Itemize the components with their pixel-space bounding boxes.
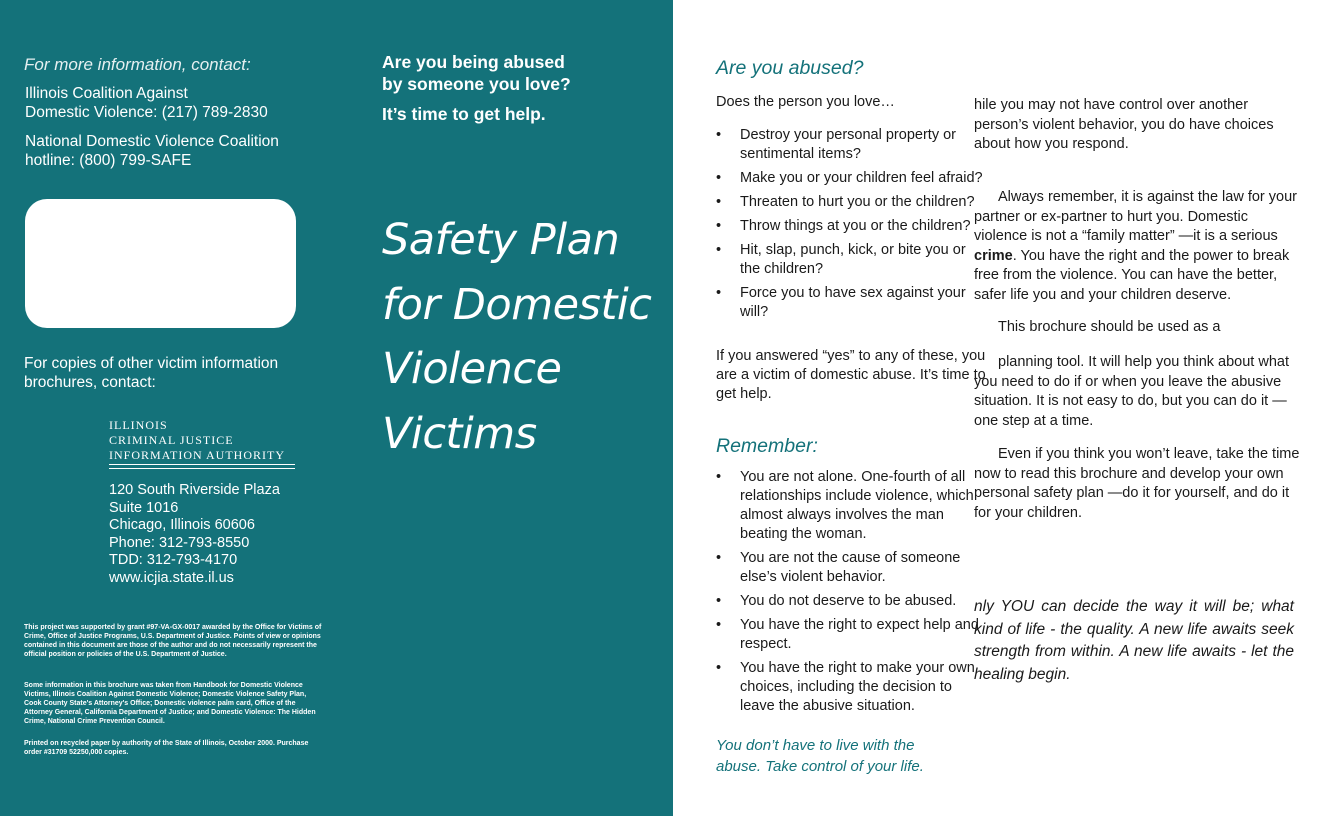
org-line: INFORMATION AUTHORITY — [109, 448, 285, 462]
cover-title-line: for Domestic — [382, 279, 652, 330]
website-line: www.icjia.state.il.us — [109, 569, 234, 586]
heading-remember: Remember: — [716, 435, 818, 457]
organization-name — [109, 418, 285, 463]
cover-subline: It’s time to get help. — [382, 104, 546, 124]
paragraph-text: . You have the right and the power to break free from the violence. You can have the better, safer life you and your children deserve. — [974, 247, 1290, 303]
remember-list — [716, 468, 986, 721]
grant-disclaimer: This project was supported by grant #97-VA-GX-0017 awarded by the Office for Victims of Crime, Office of Justice Programs, U.S. Department of Justice. Points of view or opinions contained in this document are those of the author and do not necessarily represent the official position or policies of the U.S. Department of Justice. — [24, 624, 322, 658]
org-line: CRIMINAL JUSTICE — [109, 433, 234, 447]
cover-question-line: Are you being abused — [382, 52, 565, 72]
contact-line: Illinois Coalition Against — [25, 85, 188, 102]
list-item: • You have the right to make your own choices, including the decision to leave the abusive situation. — [716, 659, 986, 716]
paragraph-text: Always remember, it is against the law for your partner or ex-partner to hurt you. Domestic violence is not a “family matter” —it is a serious — [974, 189, 1297, 244]
cover-question — [382, 51, 571, 95]
closing-line: You don’t have to live with the — [716, 737, 915, 754]
contact-line: National Domestic Violence Coalition — [25, 133, 279, 150]
address-line: Phone: 312-793-8550 — [109, 534, 250, 551]
list-item: • Threaten to hurt you or the children? — [716, 193, 986, 212]
cover-title-line: Safety Plan — [382, 215, 620, 265]
list-item: • Throw things at you or the children? — [716, 217, 986, 236]
copies-text — [24, 354, 278, 392]
paragraph-law — [974, 188, 1304, 305]
paragraph-choices: hile you may not have control over another person’s violent behavior, you do have choices about how you respond. — [974, 97, 1274, 152]
cover-title — [382, 208, 651, 466]
list-item: • You are not the cause of someone else’s violent behavior. — [716, 549, 986, 587]
cover-title-line: Violence — [382, 344, 562, 394]
cover-title-line: Victims — [382, 408, 537, 459]
sources-note: Some information in this brochure was taken from Handbook for Domestic Violence Victims, Illinois Coalition Against Domestic Violence; Domestic Violence Safety Plan, Cook County State's Attorney's Office; Domestic violence palm card, Office of the Attorney General, California Department of Justice; and Domestic Violence: The Hidden Crime, National Crime Prevention Council. — [24, 682, 316, 725]
address-line: 120 South Riverside Plaza — [109, 482, 280, 498]
abuse-questions-list — [716, 126, 986, 327]
printing-note: Printed on recycled paper by authority of the State of Illinois, October 2000. Purchase order #31709 52250,000 copies. — [24, 740, 309, 756]
answer-text: If you answered “yes” to any of these, you are a victim of domestic abuse. It’s time to get help. — [716, 348, 986, 402]
inspirational-quote: nly YOU can decide the way it will be; what kind of life - the quality. A new life awaits seek strength from within. A new life awaits - let the healing begin. — [974, 598, 1294, 683]
divider — [109, 468, 295, 469]
address-block — [109, 482, 280, 587]
address-line: Chicago, Illinois 60606 — [109, 517, 255, 533]
copies-line: brochures, contact: — [24, 374, 156, 391]
org-line: ILLINOIS — [109, 418, 168, 432]
list-item: • You do not deserve to be abused. — [716, 592, 986, 611]
paragraph-planning-tool: planning tool. It will help you think about what you need to do if or when you leave the abusive situation. It is not easy to do, but you can do it —one step at a time. — [974, 354, 1289, 429]
divider — [109, 464, 295, 465]
list-item: • You are not alone. One-fourth of all relationships include violence, which almost always involves the man beating the woman. — [716, 468, 986, 544]
list-item: • Hit, slap, punch, kick, or bite you or the children? — [716, 241, 986, 279]
contact-line: Domestic Violence: (217) 789-2830 — [25, 104, 268, 121]
address-line: TDD: 312-793-4170 — [109, 552, 238, 568]
paragraph-brochure-use: This brochure should be used as a — [998, 319, 1221, 335]
intro-text: Does the person you love… — [716, 94, 895, 110]
list-item: • Make you or your children feel afraid? — [716, 169, 986, 188]
closing-message — [716, 735, 924, 777]
list-item: • Destroy your personal property or sentimental items? — [716, 126, 986, 164]
heading-are-you-abused: Are you abused? — [716, 57, 864, 79]
contact-line: hotline: (800) 799-SAFE — [25, 152, 192, 169]
emphasis-crime: crime — [974, 247, 1013, 264]
list-item: • You have the right to expect help and respect. — [716, 616, 986, 654]
list-item: • Force you to have sex against your will? — [716, 284, 986, 322]
copies-line: For copies of other victim information — [24, 355, 279, 372]
paragraph-safety-plan: Even if you think you won’t leave, take the time now to read this brochure and develop your own personal safety plan —do it for yourself, and do it for your children. — [974, 446, 1300, 521]
cover-question-line: by someone you love? — [382, 74, 571, 94]
address-line: Suite 1016 — [109, 499, 179, 516]
contact-heading: For more information, contact: — [24, 55, 251, 74]
closing-line: abuse. Take control of your life. — [716, 758, 924, 775]
mailing-label-box — [25, 199, 296, 328]
